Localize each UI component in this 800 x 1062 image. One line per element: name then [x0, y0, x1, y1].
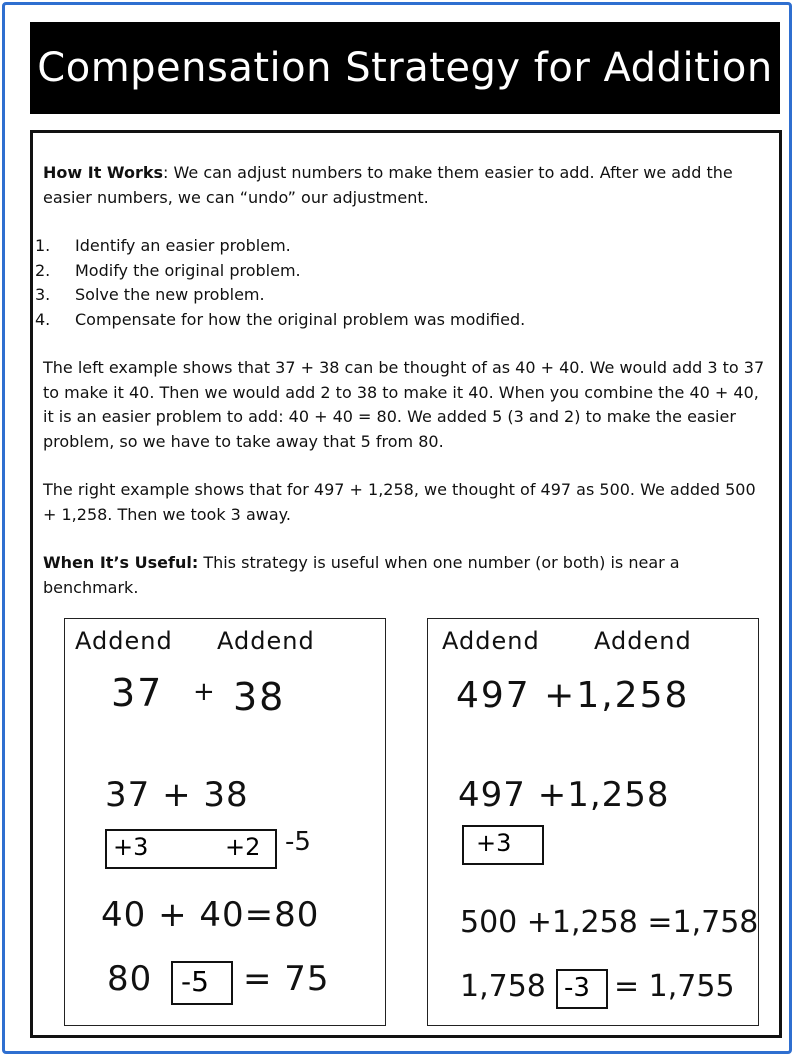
explanation-text: [35, 161, 773, 600]
result-answer: = 75: [243, 959, 330, 999]
how-it-works-label: How It Works: [43, 163, 164, 182]
when-useful-text: This strategy is useful when one number (or both) is near a benchmark.: [43, 553, 680, 597]
plus-sign: +: [193, 677, 215, 707]
steps-list: [35, 234, 773, 332]
result-start: 80: [107, 959, 153, 999]
adjust-b: +2: [225, 833, 261, 861]
result-compensation-box: -3: [556, 969, 608, 1009]
right-example-card: [427, 618, 759, 1026]
addend-header: Addend: [217, 627, 315, 655]
result-start: 1,758: [460, 969, 546, 1004]
left-example-card: [64, 618, 386, 1026]
result-answer: = 1,755: [614, 969, 735, 1004]
addend-header: Addend: [442, 627, 540, 655]
restated-problem: 37 + 38: [105, 775, 249, 815]
adjustment-box: [462, 825, 544, 865]
content-panel: [30, 130, 782, 1038]
how-it-works-text: : We can adjust numbers to make them easier to add. After we add the easier numbers, we can “undo” our adjustment.: [43, 163, 733, 207]
adjust-a: +3: [113, 833, 149, 861]
restated-problem: 497 +1,258: [458, 775, 670, 815]
compensation-note: -5: [285, 827, 311, 857]
step-item: 1. Identify an easier problem.: [35, 236, 291, 255]
problem: 497 +1,258: [456, 675, 690, 716]
addend-header: Addend: [594, 627, 692, 655]
step-item: 4. Compensate for how the original problem was modified.: [35, 309, 526, 329]
adjustment-box: [105, 829, 277, 869]
easier-problem: 500 +1,258 =1,758: [460, 905, 759, 940]
problem-addend-a: 37: [111, 671, 164, 715]
result-compensation-box: -5: [171, 961, 233, 1005]
step-item: 3. Solve the new problem.: [35, 285, 265, 304]
right-example-explanation: The right example shows that for 497 + 1,258, we thought of 497 as 500. We added 500 + 1,258. Then we took 3 away.: [43, 480, 756, 524]
left-example-explanation: The left example shows that 37 + 38 can be thought of as 40 + 40. We would add 3 to 37 to make it 40. Then we would add 2 to 38 to make it 40. When you combine the 40 + 40, it is an easier problem to add: 40 + 40 = 80. We added 5 (3 and 2) to make the easier problem, so we have to take away that 5 from 80.: [43, 358, 765, 451]
problem-addend-b: 38: [233, 675, 286, 719]
page-title: Compensation Strategy for Addition: [30, 22, 780, 114]
how-it-works-paragraph: [43, 161, 773, 210]
easier-problem: 40 + 40=80: [101, 895, 320, 935]
step-item: 2. Modify the original problem.: [35, 260, 301, 280]
adjust: +3: [476, 829, 512, 857]
addend-header: Addend: [75, 627, 173, 655]
when-useful-label: When It’s Useful:: [43, 553, 199, 572]
when-useful-paragraph: [43, 551, 773, 600]
